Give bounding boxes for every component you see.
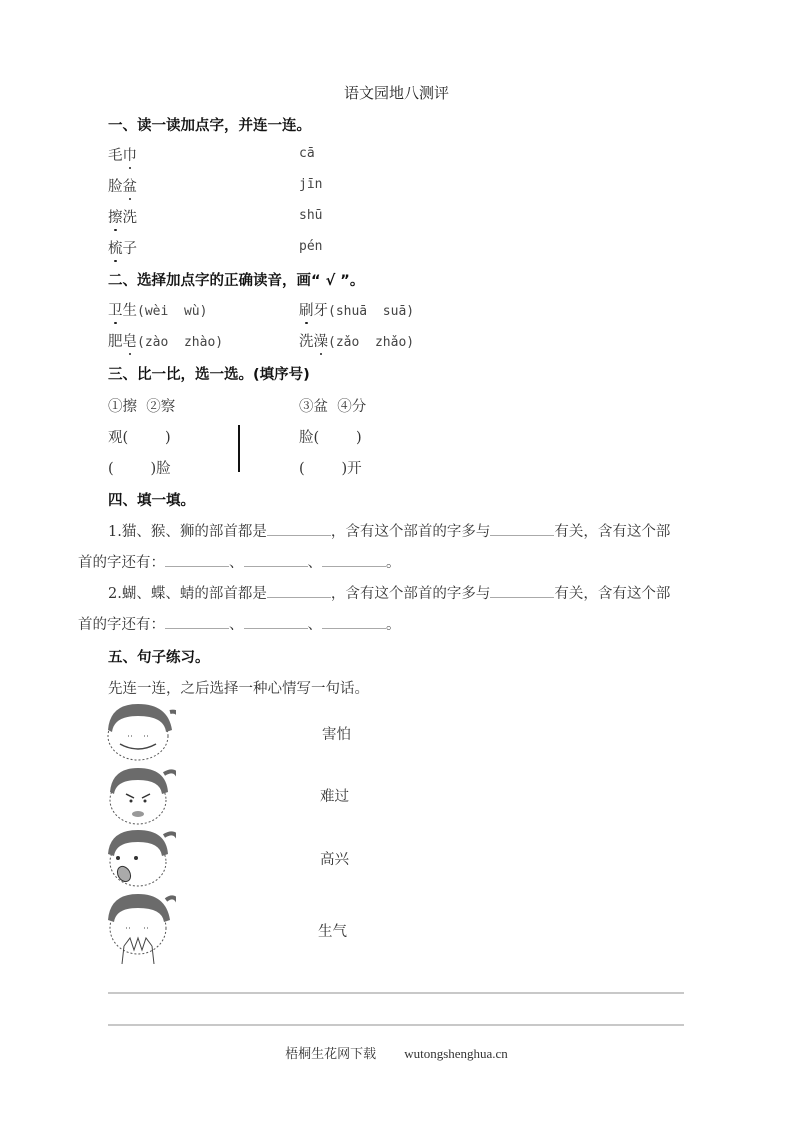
choices-right: ③盆 ④分 (299, 399, 367, 415)
answer-blank[interactable] (322, 614, 386, 629)
reading-choice: 刷牙(shuā suā) (299, 299, 414, 320)
writing-line[interactable] (108, 1024, 684, 1026)
answer-blank[interactable] (490, 583, 554, 598)
smiling-face-icon (104, 702, 174, 762)
mood-label: 高兴 (320, 852, 349, 868)
answer-blank[interactable] (490, 521, 554, 536)
footer (0, 1043, 793, 1062)
mood-label: 生气 (318, 924, 347, 940)
choices-left: ①擦 ②察 (108, 399, 176, 415)
surprised-face-icon (104, 826, 174, 888)
reading-choice: 洗澡(zǎo zhǎo) (299, 330, 414, 351)
word-item: 梳子 (108, 237, 137, 258)
pinyin-item: jīn (299, 177, 323, 192)
question-1-line-1: 1.猫、猴、狮的部首都是 ，含有这个部首的字多与 有关，含有这个部 (108, 520, 670, 541)
pinyin-item: shū (299, 208, 323, 223)
question-2-line-1: 2.蝴、蝶、蜻的部首都是 ，含有这个部首的字多与 有关，含有这个部 (108, 582, 670, 603)
section2-heading: 二、选择加点字的正确读音，画“ √ ”。 (108, 273, 365, 289)
word-item: 擦洗 (108, 206, 137, 227)
fill-left-2: ( )脸 (108, 461, 171, 477)
footer-site-name: 梧桐生花网下载 (285, 1046, 377, 1061)
sad-face-icon (104, 890, 174, 964)
section4-heading: 四、填一填。 (108, 493, 195, 509)
section3-heading: 三、比一比，选一选。(填序号) (108, 367, 310, 383)
section5-heading: 五、句子练习。 (108, 650, 210, 666)
word-item: 脸盆 (108, 175, 137, 196)
answer-blank[interactable] (267, 583, 331, 598)
answer-blank[interactable] (267, 521, 331, 536)
reading-choice: 卫生(wèi wù) (108, 299, 207, 320)
answer-blank[interactable] (244, 552, 308, 567)
answer-blank[interactable] (165, 614, 229, 629)
answer-blank[interactable] (244, 614, 308, 629)
mood-label: 难过 (320, 789, 349, 805)
writing-line[interactable] (108, 992, 684, 994)
fill-left-1: 观( ) (108, 430, 171, 446)
question-1-line-2: 首的字还有： 、 、 。 (78, 551, 401, 572)
angry-face-icon (104, 764, 174, 826)
question-2-line-2: 首的字还有： 、 、 。 (78, 613, 401, 634)
fill-right-2: ( )开 (299, 461, 362, 477)
word-item: 毛巾 (108, 144, 137, 165)
answer-blank[interactable] (322, 552, 386, 567)
pinyin-item: cā (299, 146, 315, 161)
fill-right-1: 脸( ) (299, 430, 362, 446)
answer-blank[interactable] (165, 552, 229, 567)
instruction-text: 先连一连，之后选择一种心情写一句话。 (108, 681, 369, 697)
footer-site-url: wutongshenghua.cn (404, 1046, 508, 1061)
reading-choice: 肥皂(zào zhào) (108, 330, 223, 351)
pinyin-item: pén (299, 239, 323, 254)
section1-heading: 一、读一读加点字，并连一连。 (108, 118, 311, 134)
divider-line (238, 425, 240, 472)
page-title: 语文园地八测评 (343, 84, 449, 102)
mood-label: 害怕 (322, 727, 351, 743)
